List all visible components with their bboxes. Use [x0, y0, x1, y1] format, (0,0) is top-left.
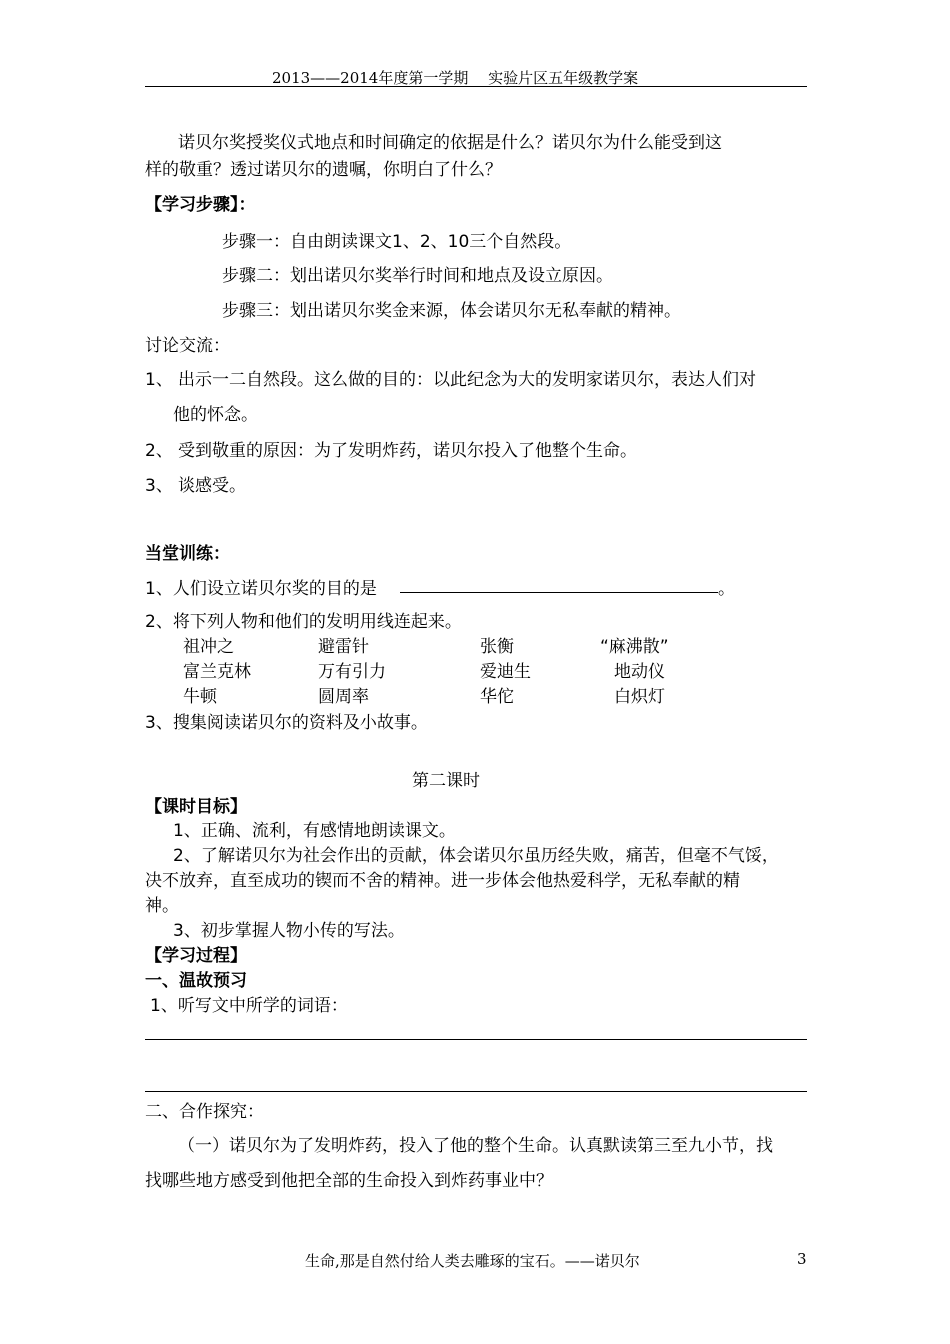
- page-number: 3: [797, 1250, 807, 1268]
- lesson-title: 第二课时: [412, 771, 480, 791]
- matching-person: 富兰克林: [183, 662, 251, 682]
- process-heading: 【学习过程】: [145, 946, 247, 966]
- footer-quote: 生命,那是自然付给人类去雕琢的宝石。——诺贝尔: [305, 1252, 640, 1270]
- dictation-prompt: 1、听写文中所学的词语：: [150, 996, 348, 1016]
- goal-item-continued: 决不放弃，直至成功的锲而不舍的精神。进一步体会他热爱科学，无私奉献的精: [145, 871, 740, 891]
- matching-invention: 白炽灯: [614, 687, 665, 707]
- step-item: 步骤二：划出诺贝尔奖举行时间和地点及设立原因。: [222, 266, 613, 286]
- steps-heading: 【学习步骤】：: [145, 195, 256, 215]
- matching-person: 祖冲之: [183, 637, 234, 657]
- training-q1: 1、人们设立诺贝尔奖的目的是: [145, 579, 377, 599]
- discussion-num: 1、: [145, 370, 173, 390]
- discussion-heading: 讨论交流：: [145, 336, 230, 356]
- step-item: 步骤一：自由朗读课文1、2、10三个自然段。: [222, 232, 572, 252]
- matching-person: 牛顿: [183, 687, 217, 707]
- writing-line[interactable]: [145, 1039, 807, 1040]
- goal-item: 2、了解诺贝尔为社会作出的贡献，体会诺贝尔虽历经失败，痛苦，但毫不气馁，: [173, 846, 779, 866]
- goals-heading: 【课时目标】: [145, 797, 247, 817]
- intro-line-1: 诺贝尔奖授奖仪式地点和时间确定的依据是什么？诺贝尔为什么能受到这: [178, 133, 722, 153]
- explore-question-line-2: 找哪些地方感受到他把全部的生命投入到炸药事业中？: [145, 1171, 553, 1191]
- matching-person: 华佗: [480, 687, 514, 707]
- page-header-title: 2013——2014年度第一学期 实验片区五年级教学案: [272, 69, 639, 87]
- matching-invention: 圆周率: [318, 687, 369, 707]
- section-heading: 二、合作探究：: [145, 1102, 264, 1122]
- discussion-item: 受到敬重的原因：为了发明炸药，诺贝尔投入了他整个生命。: [178, 441, 637, 461]
- goal-item-continued: 神。: [145, 896, 179, 916]
- discussion-item: 出示一二自然段。这么做的目的：以此纪念为大的发明家诺贝尔，表达人们对: [178, 370, 756, 390]
- goal-item: 3、初步掌握人物小传的写法。: [173, 921, 405, 941]
- matching-person: 爱迪生: [480, 662, 531, 682]
- discussion-num: 2、: [145, 441, 173, 461]
- answer-blank[interactable]: [400, 592, 718, 593]
- writing-line[interactable]: [145, 1091, 807, 1092]
- section-heading: 一、温故预习: [145, 971, 247, 991]
- explore-question-line-1: [178, 1131, 773, 1156]
- matching-invention: 避雷针: [318, 637, 369, 657]
- intro-line-2: 样的敬重？透过诺贝尔的遗嘱，你明白了什么？: [145, 160, 502, 180]
- matching-invention: 万有引力: [318, 662, 386, 682]
- matching-person: 张衡: [480, 637, 514, 657]
- training-q2: 2、将下列人物和他们的发明用线连起来。: [145, 612, 462, 632]
- goal-item: 1、正确、流利，有感情地朗读课文。: [173, 821, 456, 841]
- discussion-item: 谈感受。: [178, 476, 246, 496]
- discussion-num: 3、: [145, 476, 173, 496]
- header-rule: [145, 86, 807, 87]
- training-heading: 当堂训练：: [145, 544, 230, 564]
- matching-invention: “麻沸散”: [600, 637, 669, 657]
- explore-question-part-a: （一）诺贝尔为了发明炸药，投入了他的整个生命。: [178, 1136, 569, 1156]
- step-item: 步骤三：划出诺贝尔奖金来源，体会诺贝尔无私奉献的精神。: [222, 301, 681, 321]
- training-q3: 3、搜集阅读诺贝尔的资料及小故事。: [145, 713, 428, 733]
- discussion-item-continued: 他的怀念。: [173, 405, 258, 425]
- matching-invention: 地动仪: [614, 662, 665, 682]
- training-q1-end: 。: [718, 579, 735, 599]
- explore-question-part-b: 认真默读第三至九小节，找: [569, 1136, 773, 1156]
